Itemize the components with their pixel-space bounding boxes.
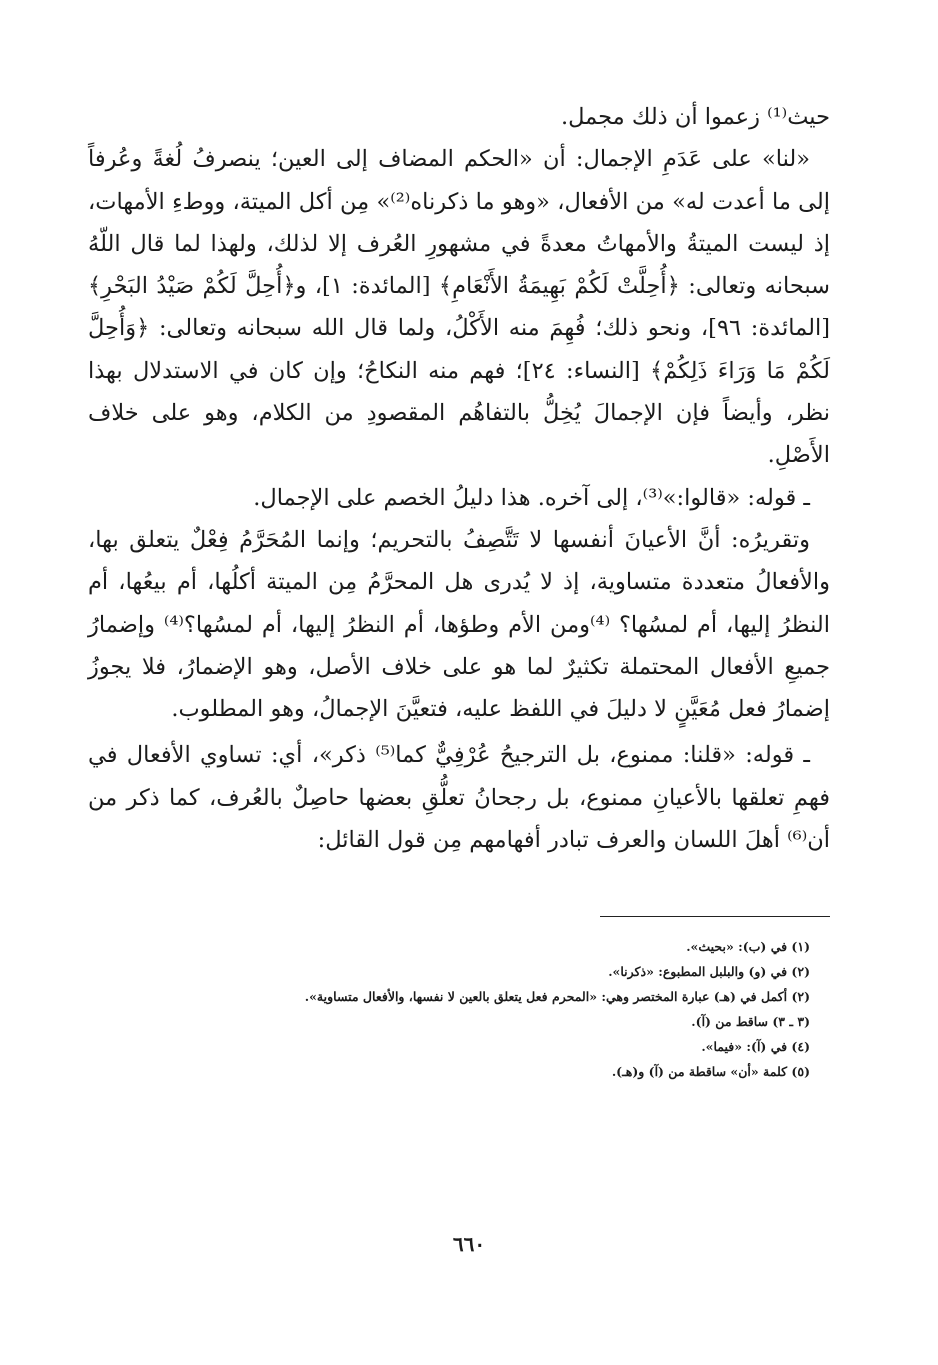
footnote-3: (٢) أكمل في (هـ) عبارة المختصر وهي: «المحرم فعل يتعلق بالعين لا نفسها، والأفعال متساوية».	[304, 989, 810, 1004]
footnote-2: (٢) في (و) والبلبل المطبوع: «ذكرنا».	[608, 964, 810, 979]
footnote-6: (٥) كلمة «أن» ساقطة من (آ) و(هـ).	[611, 1064, 810, 1079]
paragraph-2: «لنا» على عَدَمِ الإجمال: أن «الحكم المضاف إلى العين؛ ينصرفُ لُغةً وعُرفاً إلى ما أعدت له» من الأفعال، «وهو ما ذكرناه⁽²⁾» مِن أكل الميتة، ووطءِ الأمهات، إذ ليست الميتةُ والأمهاتُ معدةً في مشهورِ العُرف إلا لذلك، ولهذا لما قال اللّهُ سبحانه وتعالى: ﴿أُحِلَّتْ لَكُمْ بَهِيمَةُ الأَنْعَامِ﴾ [المائدة: ١]، و﴿أُحِلَّ لَكُمْ صَيْدُ البَحْرِ﴾ [المائدة: ٩٦]، ونحو ذلك؛ فُهِمَ منه الأَكْلُ، ولما قال الله سبحانه وتعالى: ﴿وَأُحِلَّ لَكُمْ مَا وَرَاءَ ذَلِكُمْ﴾ [النساء: ٢٤]؛ فهم منه النكاحُ؛ وإن كان في الاستدلال بهذا نظر، وأيضاً فإن الإجمالَ يُخِلُّ بالتفاهُم المقصودِ من الكلام، وهو على خلاف الأَصْلِ.	[88, 146, 831, 469]
paragraph-3: ـ قوله: «قالوا:»⁽³⁾، إلى آخره. هذا دليلُ الخصم على الإجمال.	[253, 484, 810, 511]
paragraph-4: وتقريرُه: أنَّ الأعيانَ أنفسها لا تَتَّصِفُ بالتحريم؛ وإنما المُحَرَّمُ فِعْلٌ يتعلق بها، والأفعالُ متعددة متساوية، إذ لا يُدرى هل المحرَّمُ مِن الميتة أكلُها، أم بيعُها، أم النظرُ إليها، أم لمسُها؟ ⁽⁴⁾ومن الأم وطؤها، أم النظرُ إليها، أم لمسُها؟⁽⁴⁾ وإضمارُ جميعِ الأفعال المحتملة تكثيرٌ لما هو على خلاف الأصل، وهو الإضمارُ، فلا يجوزُ إضمارُ فعل مُعَيَّنٍ لا دليلَ في اللفظ عليه، فتعيَّنَ الإجمالُ، وهو المطلوب.	[88, 526, 830, 723]
footnote-divider	[600, 916, 830, 917]
page-number: ٦٦٠	[452, 1232, 486, 1256]
footnote-4: (٣ ـ ٣) ساقط من (آ).	[691, 1014, 810, 1029]
footnote-5: (٤) في (آ): «فيما».	[701, 1039, 810, 1054]
main-text	[88, 96, 830, 861]
paragraph-1: حيث⁽¹⁾ زعموا أن ذلك مجمل.	[560, 104, 830, 130]
footnote-1: (١) في (ب): «بحيث».	[686, 939, 810, 954]
paragraph-5: ـ قوله: «قلنا: ممنوع، بل الترجيحُ عُرْفِيٌّ كما⁽⁵⁾ ذكر»، أي: تساوي الأفعال في فهمِ تعلقها بالأعيانِ ممنوع، بل رجحانُ تعلُّقِ بعضها حاصِلٌ بالعُرف، كما ذكر من أن⁽⁶⁾ أهلَ اللسان والعرف تبادر أفهامهم مِن قول القائل:	[88, 742, 830, 854]
footnotes	[88, 934, 810, 1084]
